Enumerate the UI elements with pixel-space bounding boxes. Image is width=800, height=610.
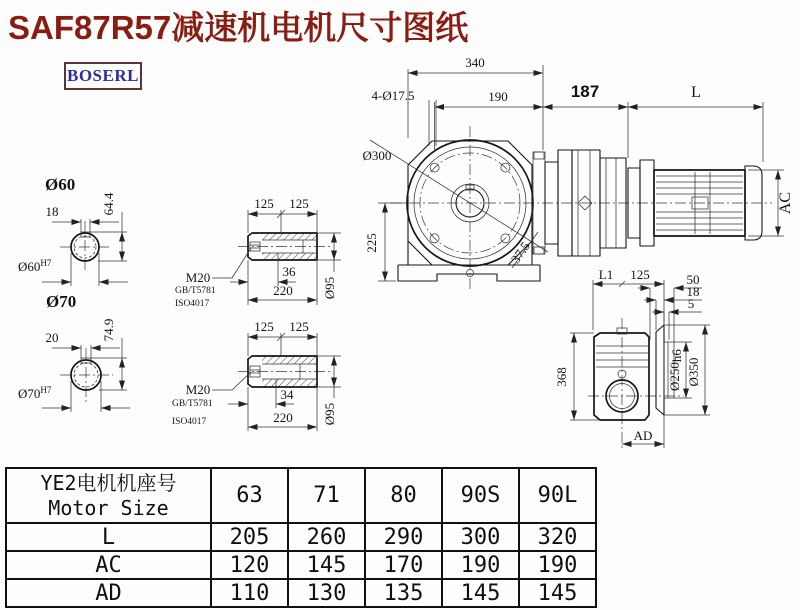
dim-bolt-spacing: 190 [488,89,508,104]
col-63: 63 [211,468,288,523]
cell-ad-90s: 145 [442,579,519,607]
label-h1-thread: M20 [185,270,211,285]
header-motor-size-cn: YE2电机机座号 [40,470,177,495]
dim-h2-depth: 34 [280,387,294,402]
dim-key-height-70: 74.9 [101,318,116,342]
motor-dimension-table [5,467,597,608]
table-header-row [6,468,596,523]
col-90l: 90L [519,468,596,523]
dim-h1-dia: Ø95 [322,276,337,300]
dim-h1-length: 220 [273,283,293,298]
table-row-ac [6,551,596,579]
dim-key-height-60: 64.4 [101,192,116,216]
cell-ac-71: 145 [288,551,365,579]
dim-h2-length: 220 [273,410,293,425]
label-dia60: Ø60 [45,175,76,194]
row-label-ac: AC [6,551,211,579]
dim-keyway-width-70: 20 [45,330,59,345]
cell-ac-80: 170 [365,551,442,579]
label-h2-std1: GB/T5781 [172,399,213,409]
table-row-ad [6,579,596,607]
dim-keyway-width-60: 18 [45,204,59,219]
hollow-shaft-1 [175,196,341,309]
dim-h1-depth: 36 [282,264,296,279]
label-h2-thread: M20 [185,382,211,397]
dim-h1-125b: 125 [289,196,309,211]
cell-ac-90s: 190 [442,551,519,579]
dim-front-width: 340 [465,55,485,70]
cell-l-90s: 300 [442,523,519,551]
dim-rear-l1: L1 [598,267,614,282]
label-bolt-holes: 4-Ø17.5 [371,88,415,103]
dim-motor-length: L [691,84,701,101]
col-71: 71 [288,468,365,523]
dim-rear-18: 18 [686,284,700,299]
header-motor-size [6,468,211,523]
dim-rear-125: 125 [630,267,650,282]
dim-motor-dia: AC [777,191,794,215]
rear-view [554,267,710,450]
dim-rear-5: 5 [687,296,695,311]
label-bore-60: $Ø60^{H7}$ [18,258,52,274]
dim-angle: 37.5 [507,238,533,267]
dim-h1-125a: 125 [254,196,274,211]
cell-ad-90l: 145 [519,579,596,607]
cell-ad-63: 110 [211,579,288,607]
row-label-ad: AD [6,579,211,607]
row-label-l: L [6,523,211,551]
dim-rear-ad: AD [633,428,653,443]
label-dia70: Ø70 [46,292,77,311]
cell-l-80: 290 [365,523,442,551]
dim-rear-50: 50 [686,272,700,287]
dim-h2-125a: 125 [254,319,274,334]
dim-rear-height: 368 [554,367,569,387]
hollow-shaft-2 [172,319,341,431]
dim-h2-dia: Ø95 [322,402,337,426]
col-80: 80 [365,468,442,523]
cell-l-63: 205 [211,523,288,551]
cell-ad-71: 130 [288,579,365,607]
label-bore-70: $Ø70^{H7}$ [18,385,52,401]
brand-logo: BOSERL [64,62,142,90]
table-row-l [6,523,596,551]
dim-h2-125b: 125 [289,319,309,334]
dim-rear-dia350: Ø350 [686,357,701,387]
shaft-section-60 [18,175,128,286]
header-motor-size-en: Motor Size [48,495,169,520]
col-90s: 90S [442,468,519,523]
shaft-section-70 [18,292,130,412]
page-title: SAF87R57减速机电机尺寸图纸 [8,9,469,46]
dim-gear-length: 187 [570,82,600,101]
label-h2-std2: ISO4017 [172,417,207,427]
cell-ad-80: 135 [365,579,442,607]
label-h1-std2: ISO4017 [175,299,210,309]
dim-rear-dia250: Ø250h6 [667,349,684,391]
label-flange-dia: Ø300 [362,148,392,163]
cell-ac-63: 120 [211,551,288,579]
label-h1-std1: GB/T5781 [175,286,216,296]
side-view [533,82,794,256]
cell-l-90l: 320 [519,523,596,551]
cell-ac-90l: 190 [519,551,596,579]
cell-l-71: 260 [288,523,365,551]
dim-front-height: 225 [364,233,379,253]
